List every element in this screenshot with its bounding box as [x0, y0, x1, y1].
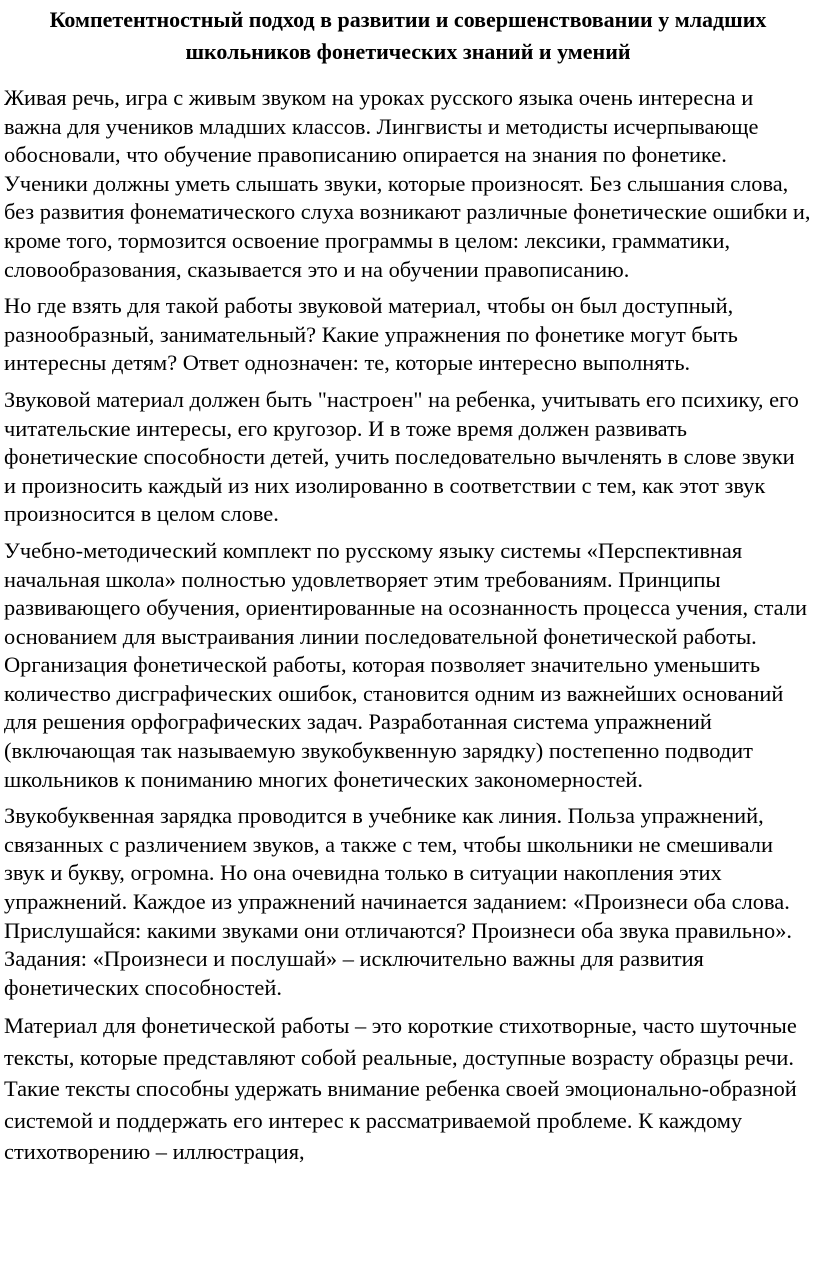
paragraph: Живая речь, игра с живым звуком на уроках русского языка очень интересна и важна для учеников младших классов. Лингвисты и методисты исчерпывающе обосновали, что обучение правописанию опирается на знания по фонетике. Ученики должны уметь слышать звуки, которые произносят. Без слышания слова, без развития фонематического слуха возникают различные фонетические ошибки и, кроме того, тормозится освоение программы в целом: лексики, грамматики, словообразования, сказывается это и на обучении правописанию.: [4, 85, 811, 282]
paragraph: Звукобуквенная зарядка проводится в учебнике как линия. Польза упражнений, связанных с различением звуков, а также с тем, чтобы школьники не смешивали звук и букву, огромна. Но она очевидна только в ситуации накопления этих упражнений. Каждое из упражнений начинается заданием: «Произнеси оба слова. Прислушайся: какими звуками они отличаются? Произнеси оба звука правильно». Задания: «Произнеси и послушай» – исключительно важны для развития фонетических способностей.: [4, 803, 792, 1000]
paragraph: Но где взять для такой работы звуковой материал, чтобы он был доступный, разнообразный, занимательный? Какие упражнения по фонетике могут быть интересны детям? Ответ однозначен: те, которые интересно выполнять.: [4, 293, 738, 376]
paragraph: Материал для фонетической работы – это короткие стихотворные, часто шуточные тексты, которые представляют собой реальные, доступные возрасту образцы речи. Такие тексты способны удержать внимание ребенка своей эмоционально-образной системой и поддержать его интерес к рассматриваемой проблеме. К каждому стихотворению – иллюстрация,: [4, 1013, 797, 1165]
paragraph: Учебно-методический комплект по русскому языку системы «Перспективная начальная школа» полностью удовлетворяет этим требованиям. Принципы развивающего обучения, ориентированные на осознанность процесса учения, стали основанием для выстраивания линии последовательной фонетической работы. Организация фонетической работы, которая позволяет значительно уменьшить количество дисграфических ошибок, становится одним из важнейших оснований для решения орфографических задач. Разработанная система упражнений (включающая так называемую звукобуквенную зарядку) постепенно подводит школьников к пониманию многих фонетических закономерностей.: [4, 537, 807, 792]
document-title: Компетентностный подход в развитии и совершенствовании у младших школьников фонетических знаний и умений: [49, 7, 767, 64]
paragraph: Звуковой материал должен быть "настроен" на ребенка, учитывать его психику, его читательские интересы, его кругозор. И в тоже время должен развивать фонетические способности детей, учить последовательно вычленять в слове звуки и произносить каждый из них изолированно в соответствии с тем, как этот звук произносится в целом слове.: [4, 386, 799, 527]
